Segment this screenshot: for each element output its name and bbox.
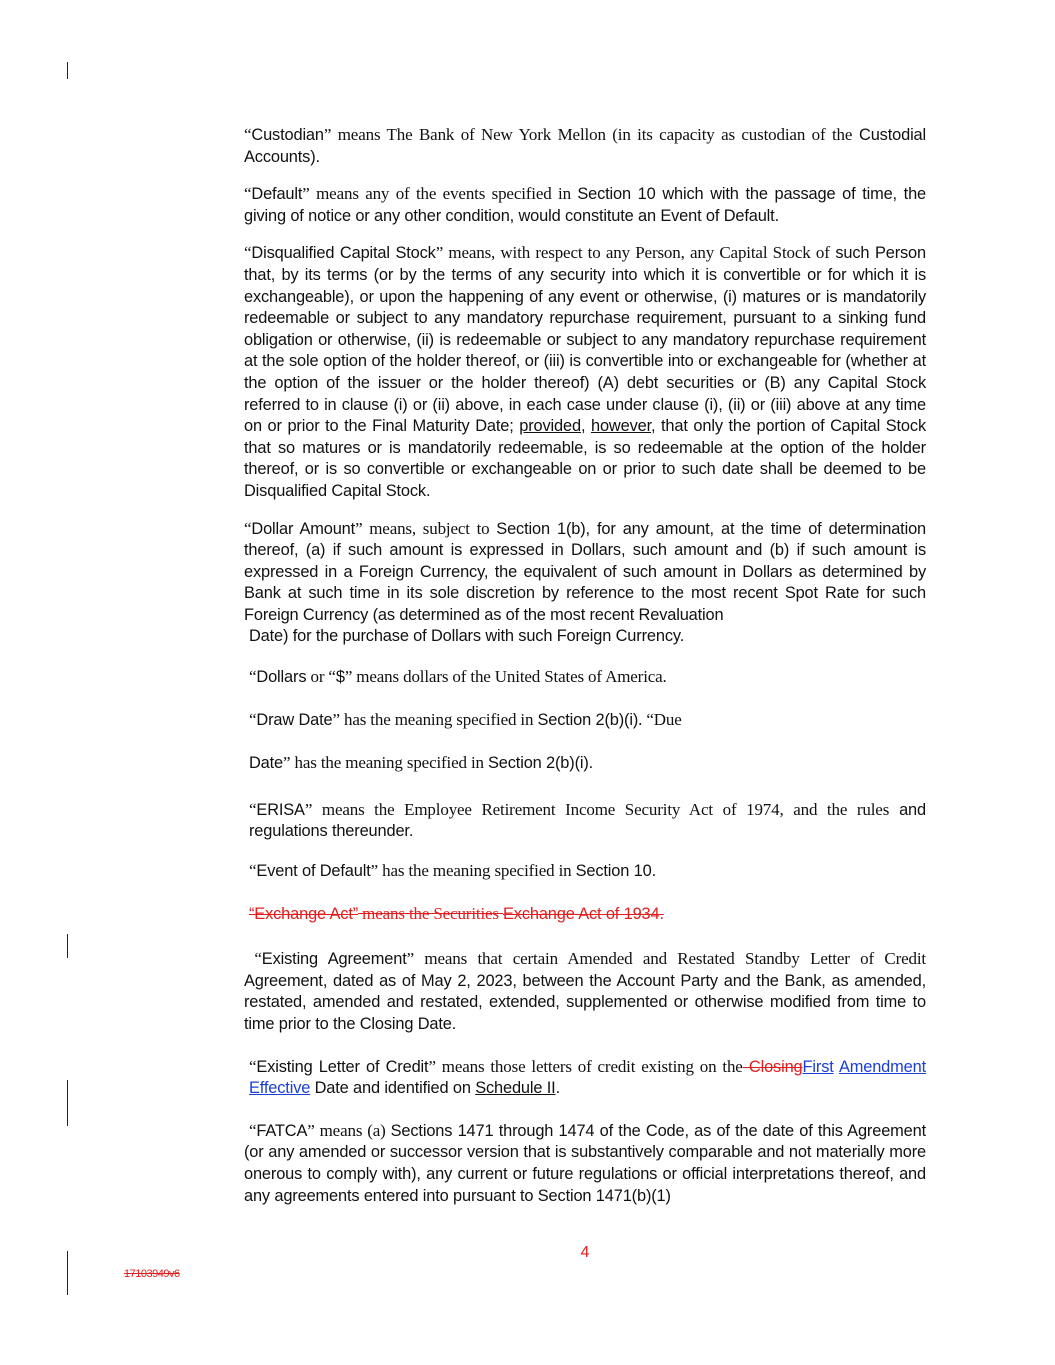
- definition-draw-date: “Draw Date” has the meaning specified in Section 2(b)(i). “Due: [249, 709, 682, 729]
- definition-dollars: “Dollars or “$” means dollars of the United States of America.: [249, 667, 667, 687]
- term: Existing Agreement: [261, 950, 407, 969]
- however-term: however: [591, 417, 651, 436]
- change-bar: [67, 62, 68, 79]
- term: Event of Default: [256, 862, 371, 881]
- term: Date: [249, 754, 284, 773]
- definition-fatca: “FATCA” means (a) Sections 1471 through 1474 of the Code, as of the date of this Agreement (or any amended or successor version that is substantively comparable and not materially more onerous to comply with), any current or future regulations or official interpretations thereof, and any agreements entered into pursuant to Section 1471(b)(1): [244, 1120, 926, 1205]
- term: Disqualified Capital Stock: [251, 244, 436, 263]
- definitions-section: [244, 124, 926, 1207]
- term: Dollars: [256, 668, 307, 687]
- term: Custodian: [251, 126, 324, 144]
- term: ERISA: [256, 800, 305, 819]
- term: FATCA: [256, 1121, 308, 1140]
- term: Existing Letter of Credit: [256, 1057, 429, 1076]
- provided-term: provided: [519, 417, 581, 436]
- definition-dollar-amount: “Dollar Amount” means, subject to Section 1(b), for any amount, at the time of determination thereof, (a) if such amount is expressed in Dollars, such amount and (b) if such amount is expressed in a Foreign Currency, the equivalent of such amount in Dollars as determined by Bank at such time in its sole discretion by reference to the most recent Spot Rate for such Foreign Currency (as determined as of the most recent Revaluation: [244, 518, 926, 624]
- definition-disqualified-capital-stock: “Disqualified Capital Stock” means, with respect to any Person, any Capital Stock of such Person that, by its terms (or by the terms of any security into which it is convertible or for which it is exchangeable), or upon the happening of any event or otherwise, (i) matures or is mandatorily redeemable or subject to any mandatory repurchase requirement, pursuant to a sinking fund obligation or otherwise, (ii) is redeemable or subject to any mandatory repurchase requirement at the sole option of the holder thereof, or (iii) is convertible into or exchangeable for (whether at the option of the issuer or the holder thereof) (A) debt securities or (B) any Capital Stock referred to in clause (i) or (ii) above, in each case under clause (i), (ii) or (iii) above at any time on or prior to the Final Maturity Date; provided, however, that only the portion of Capital Stock that so matures or is mandatorily redeemable, is so redeemable at the option of the holder thereof, or is so convertible or exchangeable on or prior to such date shall be deemed to be Disqualified Capital Stock.: [244, 243, 926, 500]
- definition-exchange-act-deleted: “Exchange Act” means the Securities Exchange Act of 1934.: [249, 903, 664, 923]
- inserted-text: First: [802, 1057, 834, 1076]
- term: “Exchange Act”: [249, 904, 359, 923]
- definition-dollar-amount-last-line: Date) for the purchase of Dollars with such Foreign Currency.: [249, 627, 685, 646]
- definition-event-of-default: “Event of Default” has the meaning specified in Section 10.: [249, 861, 656, 881]
- deleted-text: Closing: [742, 1057, 803, 1076]
- definition-due-date: Date” has the meaning specified in Section 2(b)(i).: [249, 753, 594, 773]
- definition-erisa: “ERISA” means the Employee Retirement Income Security Act of 1974, and the rules and regulations thereunder.: [249, 799, 926, 841]
- definition-custodian: “Custodian” means The Bank of New York Mellon (in its capacity as custodian of the Custodial Accounts).: [244, 125, 927, 166]
- term: Draw Date: [256, 710, 333, 729]
- page-number: 4: [580, 1244, 590, 1261]
- term: Default: [251, 185, 303, 204]
- document-id: 17103949v6: [124, 1268, 180, 1280]
- inserted-text: Amendment Effective: [249, 1057, 926, 1098]
- schedule-reference: Schedule II: [475, 1079, 556, 1098]
- change-bar: [67, 1080, 68, 1126]
- definition-existing-agreement: “Existing Agreement” means that certain Amended and Restated Standby Letter of Credit Agreement, dated as of May 2, 2023, between the Account Party and the Bank, as amended, restated, amended and restated, extended, supplemented or otherwise modified from time to time prior to the Closing Date.: [244, 949, 927, 1033]
- definition-existing-letter-of-credit: “Existing Letter of Credit” means those letters of credit existing on the ClosingFirst Amendment Effective Date and identified on Schedule II.: [249, 1056, 926, 1098]
- term: Dollar Amount: [251, 519, 356, 538]
- definition-default: “Default” means any of the events specified in Section 10 which with the passage of time, the giving of notice or any other condition, would constitute an Event of Default.: [244, 184, 927, 225]
- change-bar: [67, 934, 68, 958]
